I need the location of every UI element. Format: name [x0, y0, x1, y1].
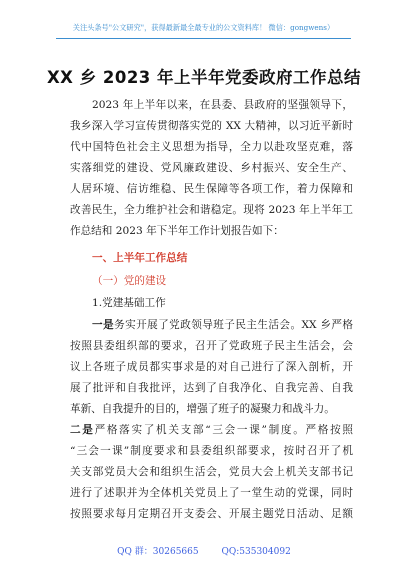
paragraph-lead-line	[92, 319, 353, 332]
body-line: 关支部党员大会和组织生活会，党员大会上机关支部书记	[70, 466, 353, 478]
section-heading: 一、上半年工作总结	[92, 252, 188, 264]
body-line: 人居环境、信访维稳、民生保障等各项工作，着力保障和	[70, 183, 353, 195]
paragraph-lead: 一是	[92, 319, 115, 331]
header-banner: 关注头条号"公文研究"，获得最新最全最专业的公文资料库！ 微信：gongwens）	[72, 23, 335, 32]
body-line: 按照县委组织部的要求，召开了党政班子民主生活会，会	[70, 340, 353, 352]
body-line: 我乡深入学习宣传贯彻落实党的 XX 大精神，以习近平新时	[70, 120, 353, 132]
footer-qq-number: QQ:535304092	[221, 547, 291, 557]
header-divider	[56, 38, 351, 39]
paragraph-lead-line	[70, 424, 353, 437]
body-text: 严格落实了机关支部“三会一课”制度。严格按照	[94, 424, 353, 436]
body-line: 代中国特色社会主义思想为指导，全力以赴攻坚克难，落	[70, 141, 353, 153]
body-line: 改善民生，全力维护社会和谐稳定。现将 2023 年上半年工	[70, 204, 353, 216]
body-line: 进行了述职并为全体机关党员上了一堂生动的党课，同时	[70, 487, 353, 499]
body-line: “三会一课”制度要求和县委组织部要求，按时召开了机	[70, 445, 353, 457]
body-line: 议上各班子成员都实事求是的对自己进行了深入剖析，开	[70, 361, 353, 373]
subsubsection-heading: 1.党建基础工作	[92, 297, 166, 309]
subsection-heading: （一）党的建设	[92, 275, 167, 287]
paragraph-lead: 二是	[70, 424, 95, 436]
body-line: 展了批评和自我批评，达到了自我净化、自我完善、自我	[70, 382, 353, 394]
body-line: 2023 年上半年以来，在县委、县政府的坚强领导下，	[92, 99, 353, 111]
footer-contact	[0, 544, 408, 557]
body-line: 作总结和 2023 年下半年工作计划报告如下：	[70, 225, 284, 237]
body-text: 务实开展了党政领导班子民主生活会。XX 乡严格	[114, 319, 353, 331]
body-line: 实落细党的建设、党风廉政建设、乡村振兴、安全生产、	[70, 162, 353, 174]
body-line: 革新、自我提升的目的，增强了班子的凝聚力和战斗力。	[70, 403, 335, 415]
body-line: 按照要求每月定期召开支委会、开展主题党日活动、足额	[70, 508, 353, 520]
footer-qq-group: QQ 群：30265665	[117, 547, 199, 557]
document-title: XX 乡 2023 年上半年党委政府工作总结	[46, 68, 362, 87]
